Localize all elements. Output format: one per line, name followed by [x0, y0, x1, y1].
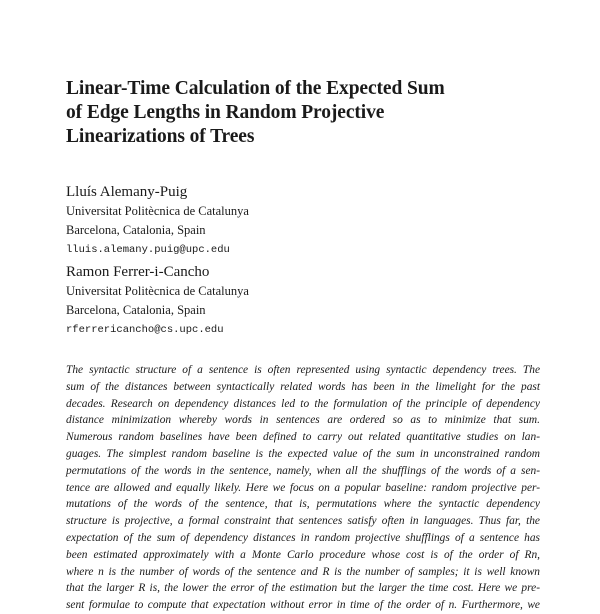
title-line: Linear-Time Calculation of the Expected Sum	[66, 78, 445, 99]
abstract-line: expectation of the sum of dependency distances in random projective shufflings of a sentence has	[66, 531, 540, 544]
author-email: lluis.alemany.puig@upc.edu	[66, 244, 230, 256]
abstract-line: permutations of the words in the sentence, namely, when all the shufflings of the words of a sen-	[66, 464, 540, 477]
abstract-line: distance minimization whereby words in sentences are ordered so as to minimize that sum.	[66, 414, 540, 427]
abstract-line: that the larger R is, the lower the error of the estimation but the larger the time cost. Here we pre-	[66, 582, 540, 595]
abstract-line: sent formulae to compute that expectation without error in time of the order of n. Furthermore, we	[66, 599, 540, 612]
abstract-line: sum of the distances between syntactically related words has been in the limelight for the past	[66, 380, 540, 393]
abstract	[66, 362, 540, 614]
abstract-line: The syntactic structure of a sentence is often represented using syntactic dependency trees. The	[66, 364, 540, 376]
abstract-line: mutations of the words of the sentence, that is, permutations where the syntactic dependency	[66, 498, 540, 511]
abstract-line: guages. The simplest random baseline is the expected value of the sum in unconstrained random	[66, 447, 540, 460]
author-name: Ramon Ferrer-i-Cancho	[66, 264, 210, 280]
author-affiliation: Universitat Politècnica de Catalunya	[66, 204, 249, 218]
author-affiliation: Universitat Politècnica de Catalunya	[66, 284, 249, 298]
author-name: Lluís Alemany-Puig	[66, 184, 188, 200]
author-location: Barcelona, Catalonia, Spain	[66, 303, 206, 317]
abstract-line: Numerous random baselines have been defined to carry out related quantitative studies on lan-	[66, 431, 540, 444]
author-location: Barcelona, Catalonia, Spain	[66, 223, 206, 237]
abstract-line: where n is the number of words of the sentence and R is the number of samples; it is well known	[66, 565, 540, 578]
abstract-line: decades. Research on dependency distances led to the formulation of the principle of dependency	[66, 397, 540, 410]
title-line: Linearizations of Trees	[66, 126, 255, 147]
author-block-1	[66, 182, 466, 260]
abstract-line: tence are allowed and equally likely. Here we focus on a popular baseline: random projective per-	[66, 481, 540, 494]
author-block-2	[66, 262, 466, 340]
author-email: rferrericancho@cs.upc.edu	[66, 324, 224, 336]
title-line: of Edge Lengths in Random Projective	[66, 102, 385, 123]
paper-title	[66, 77, 536, 149]
abstract-line: been estimated approximately with a Monte Carlo procedure whose cost is of the order of Rn,	[66, 548, 540, 561]
abstract-line: structure is projective, a formal constraint that sentences satisfy often in languages. Thus far, the	[66, 515, 540, 528]
